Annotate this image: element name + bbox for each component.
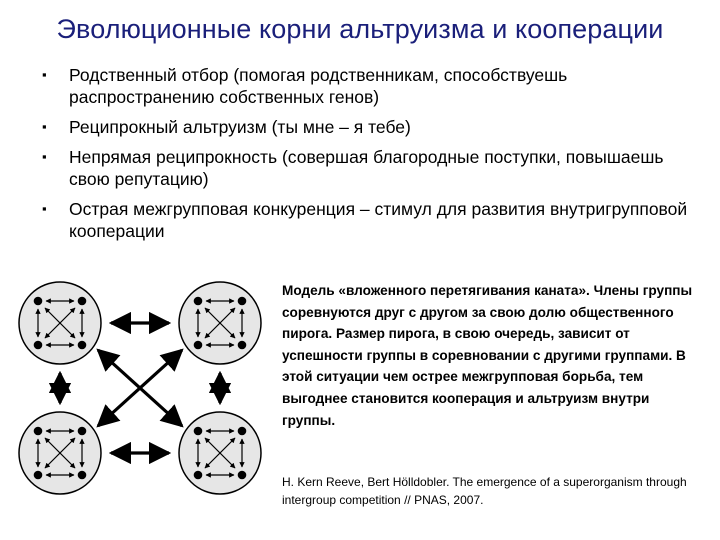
group-member-dot xyxy=(78,297,87,306)
bullet-text: Острая межгрупповая конкуренция – стимул для развития внутригрупповой кооперации xyxy=(69,199,688,241)
group-4 xyxy=(179,412,261,494)
group-member-dot xyxy=(238,297,247,306)
bullet-text: Реципрокный альтруизм (ты мне – я тебе) xyxy=(69,117,411,137)
group-member-dot xyxy=(238,341,247,350)
bullet-list xyxy=(40,64,700,250)
bullet-marker: ▪ xyxy=(42,119,47,134)
group-1 xyxy=(19,282,101,364)
bullet-text: Родственный отбор (помогая родственникам, способствуешь распространению собственных генов) xyxy=(69,65,568,107)
slide-title: Эволюционные корни альтруизма и кооперации xyxy=(56,14,664,44)
bullet-marker: ▪ xyxy=(42,149,47,164)
group-member-dot xyxy=(34,297,43,306)
group-member-dot xyxy=(194,297,203,306)
group-member-dot xyxy=(78,341,87,350)
nested-tug-of-war-diagram xyxy=(14,268,269,508)
group-2 xyxy=(179,282,261,364)
bullet-text: Непрямая реципрокность (совершая благородные поступки, повышаешь свою репутацию) xyxy=(69,147,664,189)
group-member-dot xyxy=(238,427,247,436)
bullet-item xyxy=(40,146,700,190)
group-member-dot xyxy=(78,427,87,436)
citation: H. Kern Reeve, Bert Hölldobler. The emergence of a superorganism through intergroup competition // PNAS, 2007. xyxy=(282,475,687,507)
group-member-dot xyxy=(194,471,203,480)
group-member-dot xyxy=(78,471,87,480)
group-member-dot xyxy=(194,427,203,436)
bullet-marker: ▪ xyxy=(42,67,47,82)
bullet-item xyxy=(40,116,700,138)
model-description: Модель «вложенного перетягивания каната». Члены группы соревнуются друг с другом за свою долю общественного пирога. Размер пирога, в свою очередь, зависит от успешности группы в соревновании с другими группами. В этой ситуации чем острее межгрупповая борьба, тем выгоднее становится кооперация и альтруизм внутри группы. xyxy=(282,283,693,428)
bullet-item xyxy=(40,198,700,242)
bullet-item xyxy=(40,64,700,108)
group-member-dot xyxy=(34,427,43,436)
group-member-dot xyxy=(34,341,43,350)
group-member-dot xyxy=(194,341,203,350)
group-3 xyxy=(19,412,101,494)
group-member-dot xyxy=(34,471,43,480)
bullet-marker: ▪ xyxy=(42,201,47,216)
group-member-dot xyxy=(238,471,247,480)
